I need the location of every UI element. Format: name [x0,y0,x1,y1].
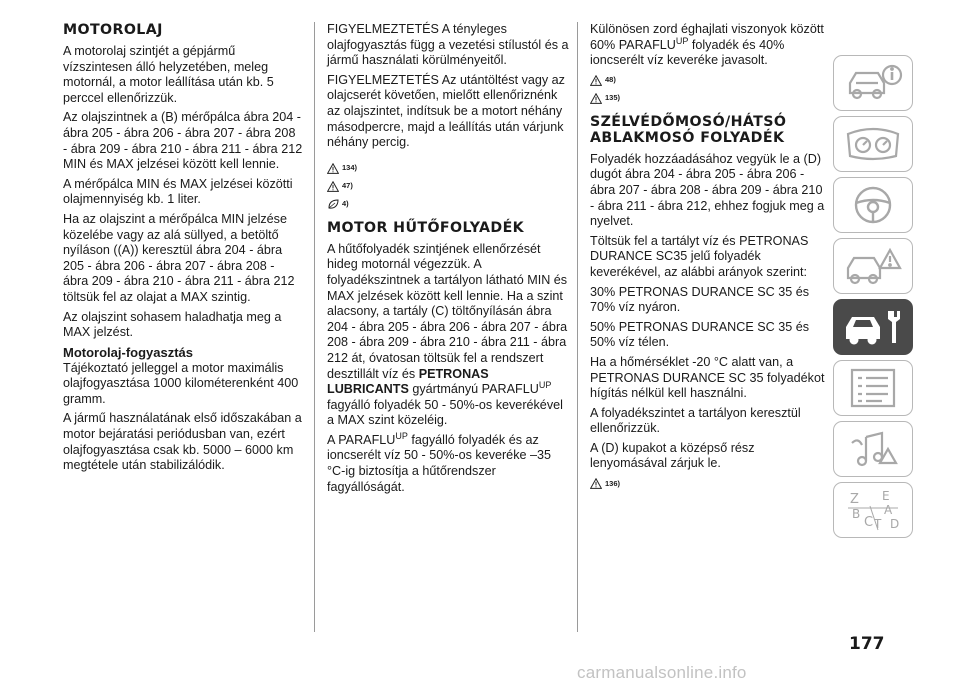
column-divider-right [577,22,578,632]
section-heading-washer-fluid: SZÉLVÉDŐMOSÓ/HÁTSÓ ABLAKMOSÓ FOLYADÉK [590,113,787,146]
tab-multimedia[interactable] [833,421,913,477]
column-divider-left [314,22,315,632]
tab-instruments[interactable] [833,116,913,172]
paragraph: Tájékoztató jelleggel a motor maximális olajfogyasztása 1000 kilométerenként 400 gramm. [63,360,299,406]
subheading-oil-consumption: Motorolaj-fogyasztás [63,344,194,360]
page-number: 177 [849,634,885,654]
paragraph: A folyadékszintet a tartályon keresztül ellenőrizzük. [590,405,801,436]
column-middle [327,22,569,499]
warning-number: 136) [605,478,621,488]
environment-number: 4) [342,199,349,209]
index-letters-icon [842,488,904,532]
paragraph: 50% PETRONAS DURANCE SC 35 és 50% víz télen. [590,319,810,350]
index-letter: T [874,517,882,531]
caution-reference[interactable] [590,73,830,88]
warning-reference[interactable] [590,476,830,491]
column-right [590,22,830,494]
index-letter: Z [850,492,859,507]
caution-triangle-icon [327,181,339,192]
paragraph: Az olajszint sohasem haladhatja meg a MAX jelzést. [63,309,282,340]
section-heading-coolant: MOTOR HŰTŐFOLYADÉK [327,219,525,236]
warning-reference[interactable] [327,161,569,176]
paragraph: FIGYELMEZTETÉS Az utántöltést vagy az olajcserét követően, mielőtt ellenőriznénk az olajszintet, indítsuk be a motort néhány másodpercre, majd a leállítás után várjunk néhány percig. [327,72,565,150]
paragraph: Különösen zord éghajlati viszonyok között 60% $PARAFLU^{UP}$ folyadék és 40% ioncserélt víz keveréke javasolt. [590,22,824,68]
caution-triangle-icon [590,75,602,86]
index-letter: D [890,517,900,531]
index-letter: E [882,489,890,503]
paragraph: 30% PETRONAS DURANCE SC 35 és 70% víz nyáron. [590,284,810,315]
paragraph: Az olajszintnek a (B) mérőpálca ábra 204 - ábra 205 - ábra 206 - ábra 207 - ábra 208 - ábra 209 - ábra 210 - ábra 211 - ábra 212 MIN és MAX jelzései között kell lennie. [63,110,303,172]
paragraph: Folyadék hozzáadásához vegyük le a (D) dugót ábra 204 - ábra 205 - ábra 206 - ábra 207 - ábra 208 - ábra 209 - ábra 210 - ábra 211 - ábra 212, ehhez fogjuk meg a nyelvet. [590,151,825,229]
index-letter: C [864,515,874,530]
index-letter: A [884,503,893,517]
watermark-footer: carmanualsonline.info [577,663,747,682]
warning-triangle-icon [327,163,339,174]
paragraph: A hűtőfolyadék szintjének ellenőrzését hideg motornál végezzük. A folyadékszintnek a tartályon látható MIN és MAX jelzések között kell lennie. Ha a szint alacsony, a tartály (C) töltőnyílásán ábra 204 - ábra 205 - ábra 206 - ábra 207 - ábra 208 - ábra 209 - ábra 210 - ábra 211 - ábra 212 át, óvatosan töltsük fel a rendszert desztillált víz és PETRONAS LUBRICANTS gyártmányú $PARAFLU^{UP}$ fagyálló folyadék 50 - 50%-os keverékével a MAX szint közeléig. [327,241,568,428]
tab-getting-to-know[interactable] [833,55,913,111]
paragraph: A $PARAFLU^{UP}$ fagyálló folyadék és az ioncserélt víz 50 - 50%-os keveréke –35 °C-ig biztosítja a hűtőrendszer fagyállóságát. [327,430,552,494]
warning-reference[interactable] [590,91,830,106]
paragraph: A jármű használatának első időszakában a motor bejáratási periódusban van, ezért olajfogyasztása csak kb. 5000 – 6000 km megtétele után stabilizálódik. [63,411,302,473]
tab-maintenance[interactable] [833,299,913,355]
caution-reference[interactable] [327,179,569,194]
paragraph: Ha az olajszint a mérőpálca MIN jelzése közelébe vagy az alá süllyed, a betöltő nyíláson ((A)) keresztül ábra 204 - ábra 205 - ábra 206 - ábra 207 - ábra 208 - ábra 209 - ábra 210 - ábra 211 - ábra 212 töltsük fel az olajat a MAX szintig. [63,211,295,304]
brand-name: PETRONAS LUBRICANTS [327,366,489,397]
paragraph: A mérőpálca MIN és MAX jelzései közötti olajmennyiség kb. 1 liter. [63,176,293,207]
spec-list-icon [842,366,904,410]
music-nav-icon [842,427,904,471]
car-wrench-icon [842,305,904,349]
environment-reference[interactable] [327,197,569,212]
dashboard-icon [842,122,904,166]
warning-number: 135) [605,93,621,103]
tab-safety[interactable] [833,177,913,233]
chapter-tabs [833,55,915,543]
tab-emergency[interactable] [833,238,913,294]
steering-wheel-icon [842,183,904,227]
paragraph: Töltsük fel a tartályt víz és PETRONAS DURANCE SC35 jelű folyadék keverékével, az alábbi arányok szerint: [590,233,809,279]
paragraph: A motorolaj szintjét a gépjármű vízszintesen álló helyzetében, meleg motornál, a motor leállítása után kb. 5 perccel ellenőrizzük. [63,44,274,105]
caution-number: 48) [605,75,616,85]
car-warning-icon [842,244,904,288]
paragraph: Ha a hőmérséklet -20 °C alatt van, a PETRONAS DURANCE SC 35 folyadékot hígítás nélkül kell használni. [590,354,825,401]
tab-technical-data[interactable] [833,360,913,416]
warning-number: 134) [342,163,358,173]
paragraph: FIGYELMEZTETÉS A tényleges olajfogyasztás függ a vezetési stílustól és a jármű használati körülményeitől. [327,22,569,68]
paragraph: A (D) kupakot a középső rész lenyomásával zárjuk le. [590,440,755,471]
car-info-icon [842,61,904,105]
caution-number: 47) [342,181,353,191]
warning-triangle-icon [590,93,602,104]
section-heading-motor-oil: MOTOROLAJ [63,22,163,38]
column-left [63,22,303,478]
index-letter: B [852,507,861,521]
tab-index[interactable] [833,482,913,538]
leaf-icon [327,199,339,210]
warning-triangle-icon [590,478,602,489]
